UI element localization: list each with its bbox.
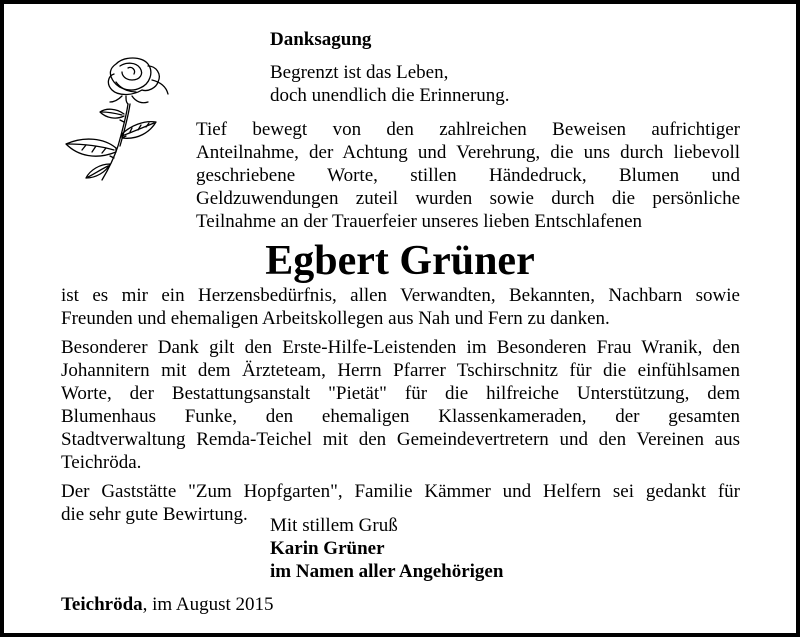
closing-greeting: Mit stillem Gruß (270, 515, 398, 536)
motto-line: Begrenzt ist das Leben, (270, 62, 449, 83)
rose-icon (56, 52, 174, 182)
intro-line: Anteilnahme, der Achtung und Verehrung, die uns durch liebevoll (196, 142, 740, 163)
intro-paragraph (196, 118, 740, 233)
paragraph-line: die sehr gute Bewirtung. (61, 504, 248, 525)
paragraph-line: Besonderer Dank gilt den Erste-Hilfe-Leistenden im Besonderen Frau Wranik, den (61, 337, 740, 358)
place-name: Teichröda (61, 594, 143, 615)
paragraph-line: Teichröda. (61, 452, 142, 473)
deceased-name: Egbert Grüner (265, 238, 535, 284)
motto (270, 61, 670, 107)
intro-line: geschriebene Worte, stillen Händedruck, Blumen und (196, 165, 740, 186)
paragraph-line: Johannitern mit dem Ärzteteam, Herrn Pfarrer Tschirschnitz für die einfühlsamen (61, 360, 740, 381)
intro-line: Tief bewegt von den zahlreichen Beweisen aufrichtiger (196, 119, 740, 140)
paragraph-line: Der Gaststätte "Zum Hopfgarten", Familie Kämmer und Helfern sei gedankt für (61, 481, 740, 502)
paragraph-line: ist es mir ein Herzensbedürfnis, allen Verwandten, Bekannten, Nachbarn sowie (61, 285, 740, 306)
date-text: , im August 2015 (142, 594, 274, 615)
paragraph-line: Worte, der Bestattungsanstalt "Pietät" für die hilfreiche Unterstützung, dem (61, 383, 740, 404)
body-text (61, 284, 740, 532)
motto-line: doch unendlich die Erinnerung. (270, 85, 510, 106)
paragraph-line: Blumenhaus Funke, den ehemaligen Klassenkameraden, der gesamten (61, 406, 740, 427)
notice-heading: Danksagung (270, 29, 372, 50)
intro-line: Teilnahme an der Trauerfeier unseres lieben Entschlafenen (196, 211, 643, 232)
signer-name: Karin Grüner (270, 538, 385, 559)
paragraph-line: Freunden und ehemaligen Arbeitskollegen aus Nah und Fern zu danken. (61, 308, 610, 329)
paragraph-line: Stadtverwaltung Remda-Teichel mit den Gemeindevertretern und den Vereinen aus (61, 429, 740, 450)
family-note: im Namen aller Angehörigen (270, 561, 504, 582)
place-date (61, 593, 274, 616)
closing-signature (270, 514, 670, 583)
paragraph-thanks (61, 284, 740, 330)
intro-line: Geldzuwendungen zuteil wurden sowie durch die persönliche (196, 188, 740, 209)
paragraph-special-thanks (61, 336, 740, 474)
